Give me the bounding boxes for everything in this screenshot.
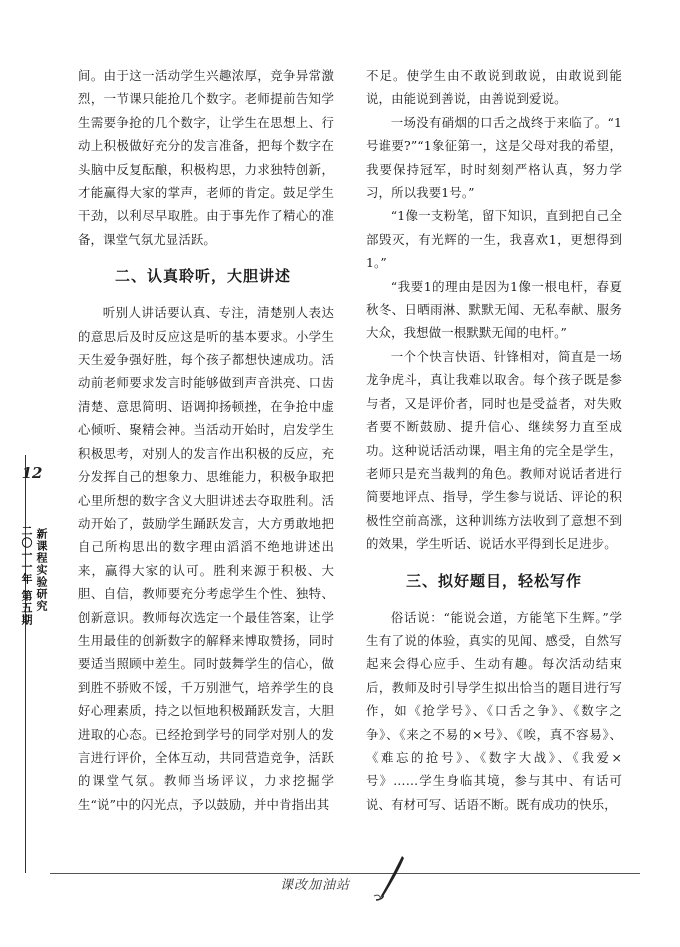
page-number: 12 <box>21 464 43 482</box>
left-paragraph-2: 听别人讲话要认真、专注，清楚别人表达的意思后及时反应这是听的基本要求。小学生天生爱争强好胜，每个孩子都想快速成功。活动前老师要求发言时能够做到声音洪亮、口齿清楚、意思简明、语调抑扬顿挫，在争抢中虚心倾听、聚精会神。当活动开始时，启发学生积极思考，对别人的发言作出积极的反应，充分发挥自己的想象力、思维能力，积极争取把心里所想的数字含义大胆讲述去夺取胜利。活动开始了，鼓励学生踊跃发言，大方勇敢地把自己所构思出的数字理由滔滔不绝地讲述出来，赢得大家的认可。胜利来源于积极、大胆、自信，教师要充分考虑学生个性、独特、创新意识。教师每次选定一个最佳答案，让学生用最佳的创新数字的解释来博取赞扬，同时要适当照顾中差生。同时鼓舞学生的信心，做到胜不骄败不馁，千万别泄气，培养学生的良好心理素质，持之以恒地积极踊跃发言，大胆进取的心态。已经抢到学号的同学对别人的发言进行评价，全体互动，共同营造竞争，活跃的课堂气氛。教师当场评议，力求挖掘学生“说”中的闪光点，予以鼓励，并中肯指出其 <box>78 305 334 812</box>
journal-name: 新课程实验研究 <box>35 528 48 613</box>
journal-label <box>20 515 49 626</box>
section-heading-2: 二、认真聆听，大胆讲述 <box>114 267 291 286</box>
right-column <box>366 64 622 816</box>
pen-nib-icon <box>372 854 408 902</box>
right-paragraph-6: 俗话说：“能说会道，方能笔下生辉。”学生有了说的体验，真实的见闻、感受，自然写起来会得心应手、生动有趣。每次活动结束后，教师及时引导学生拟出恰当的题目进行写作，如《抢学号》、《口舌之争》、《数字之争》、《来之不易的×号》、《唉，真不容易》、《难忘的抢号》、《数字大战》、《我爱×号》……学生身临其境，参与其中、有话可说、有材可写、话语不断。既有成功的快乐， <box>366 609 622 812</box>
right-paragraph-4: “我要1的理由是因为1像一根电杆，春夏秋冬、日晒雨淋、默默无闻、无私奉献、服务大众，我想做一根默默无闻的电杆。” <box>366 278 622 341</box>
left-column <box>78 64 334 816</box>
right-paragraph-5: 一个个快言快语、针锋相对，简直是一场龙争虎斗，真让我难以取舍。每个孩子既是参与者，又是评价者，同时也是受益者，对失败者要不断鼓励、提升信心、继续努力直至成功。这种说话活动课，唱主角的完全是学生，老师只是充当裁判的角色。教师对说话者进行简要地评点、指导，学生参与说话、评论的积极性空前高涨，这种训练方法收到了意想不到的效果，学生听话、说话水平得到长足进步。 <box>366 348 622 552</box>
right-paragraph-3: “1像一支粉笔，留下知识，直到把自己全部毁灭，有光辉的一生，我喜欢1，更想得到1。” <box>366 208 622 271</box>
right-paragraph-1: 不足。使学生由不敢说到敢说，由敢说到能说，由能说到善说，由善说到爱说。 <box>366 68 622 107</box>
section-heading-3: 三、拟好题目，轻松写作 <box>405 571 582 590</box>
footer-rule <box>50 873 640 874</box>
sidebar-rule <box>25 455 26 873</box>
right-paragraph-2: 一场没有硝烟的口舌之战终于来临了。“1号谁要?”“1象征第一，这是父母对我的希望，我要保持冠军，时时刻刻严格认真，努力学习，所以我要1号。” <box>366 114 622 201</box>
footer-section-title: 课改加油站 <box>280 878 351 893</box>
journal-issue: 二〇一一年 第五期 <box>20 525 33 626</box>
left-paragraph-1: 间。由于这一活动学生兴趣浓厚，竞争异常激烈，一节课只能抢几个数字。老师提前告知学生需要争抢的几个数字，让学生在思想上、行动上积极做好充分的发言准备，把每个数字在头脑中反复酝酿，积极构思，力求独特创新，才能赢得大家的掌声，老师的肯定。鼓足学生干劲，以利尽早取胜。由于事先作了精心的准备，课堂气氛尤显活跃。 <box>78 68 334 247</box>
